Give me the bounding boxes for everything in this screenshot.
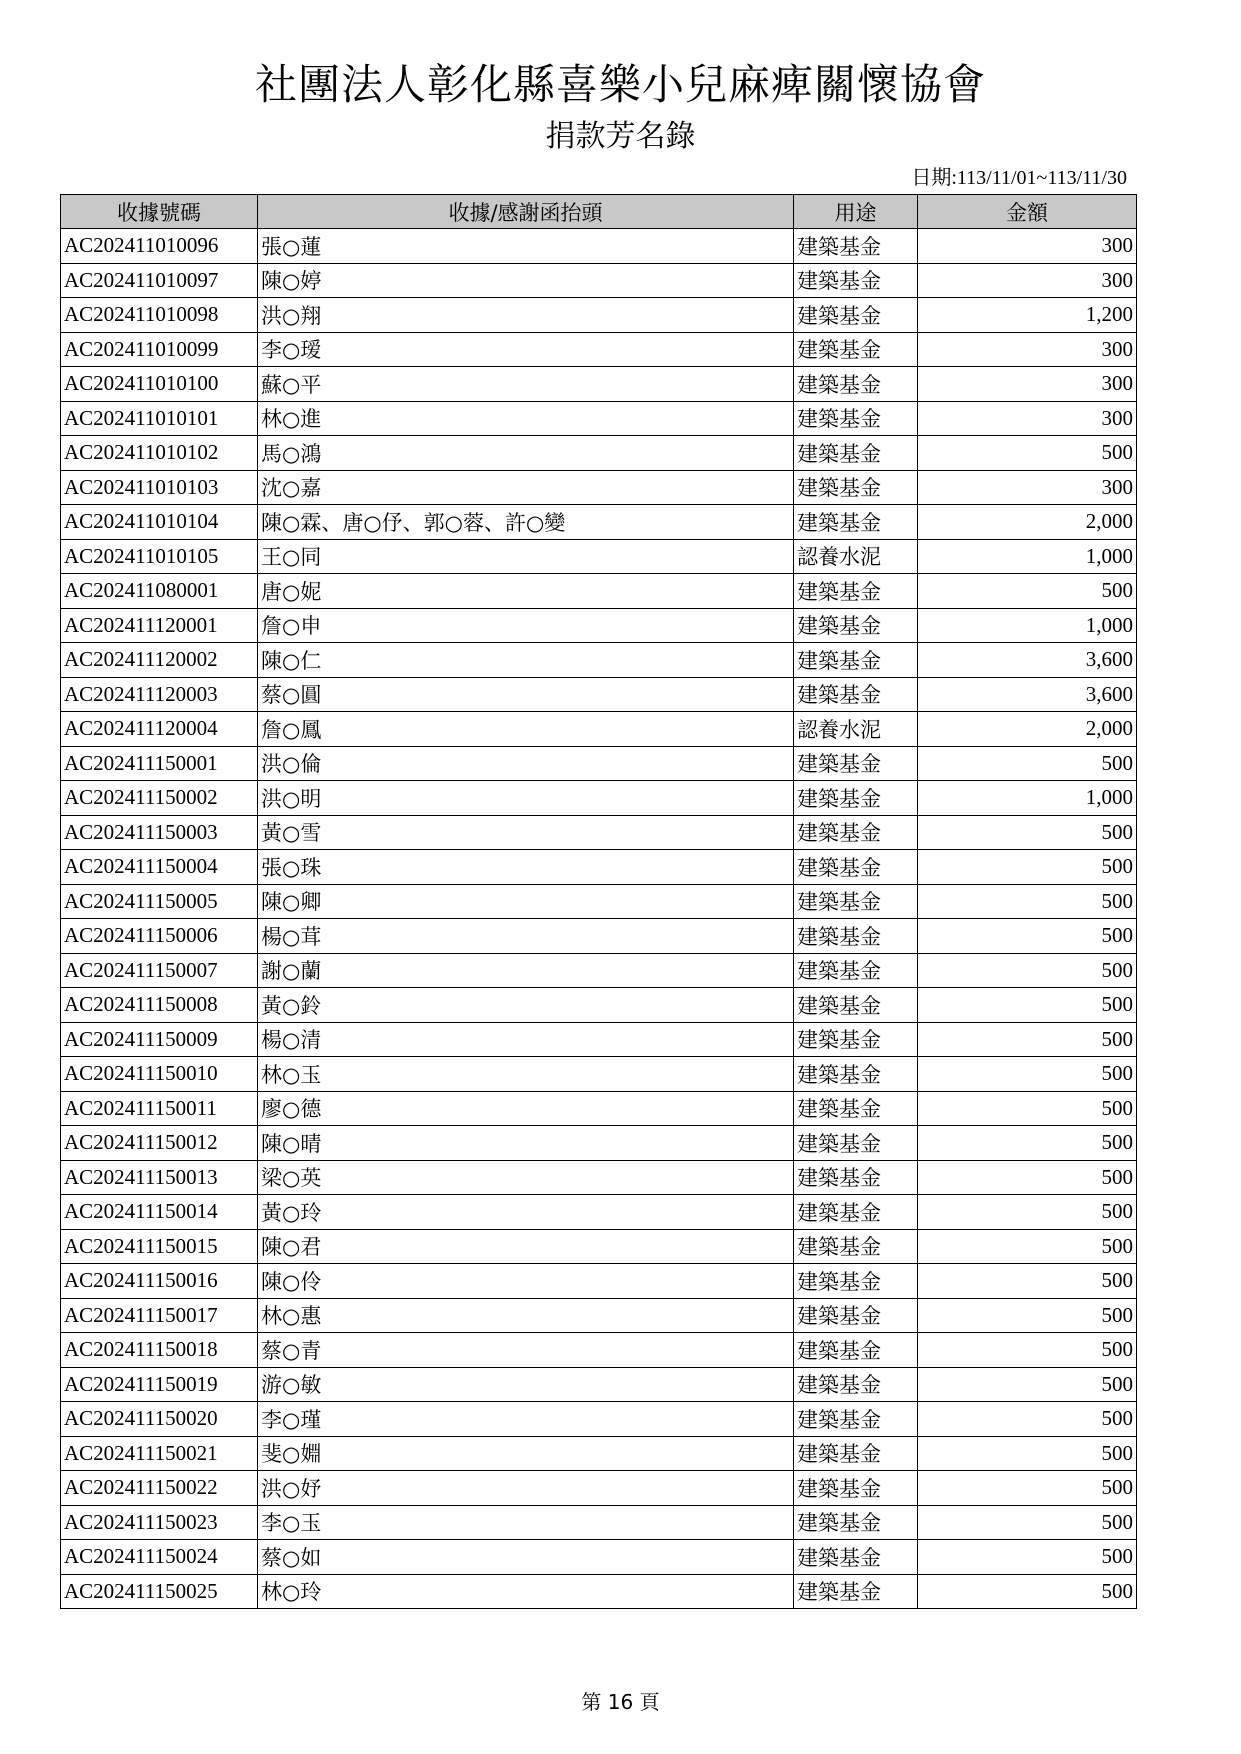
- recipient-cell: 黃○玲: [258, 1195, 794, 1230]
- purpose-cell: 建築基金: [794, 1298, 918, 1333]
- recipient-cell: 蔡○如: [258, 1540, 794, 1575]
- table-row: [61, 988, 1137, 1023]
- recipient-cell: 林○進: [258, 401, 794, 436]
- table-row: [61, 1505, 1137, 1540]
- receipt-number-cell: AC202411150019: [61, 1367, 258, 1402]
- amount-cell: 1,200: [918, 298, 1137, 333]
- table-row: [61, 229, 1137, 264]
- table-row: [61, 401, 1137, 436]
- header-receipt-number: 收據號碼: [61, 195, 258, 229]
- receipt-number-cell: AC202411150007: [61, 953, 258, 988]
- receipt-number-cell: AC202411120001: [61, 608, 258, 643]
- recipient-cell: 詹○鳳: [258, 712, 794, 747]
- receipt-number-cell: AC202411150015: [61, 1229, 258, 1264]
- receipt-number-cell: AC202411010104: [61, 505, 258, 540]
- amount-cell: 500: [918, 850, 1137, 885]
- receipt-number-cell: AC202411150009: [61, 1022, 258, 1057]
- table-row: [61, 1333, 1137, 1368]
- table-row: [61, 1402, 1137, 1437]
- recipient-cell: 詹○申: [258, 608, 794, 643]
- recipient-cell: 陳○婷: [258, 263, 794, 298]
- amount-cell: 500: [918, 1264, 1137, 1299]
- receipt-number-cell: AC202411150016: [61, 1264, 258, 1299]
- table-row: [61, 1126, 1137, 1161]
- date-range: 日期:113/11/01~113/11/30: [911, 167, 1127, 189]
- receipt-number-cell: AC202411010100: [61, 367, 258, 402]
- table-row: [61, 1540, 1137, 1575]
- donation-table: [60, 194, 1137, 1609]
- amount-cell: 500: [918, 1574, 1137, 1609]
- amount-cell: 3,600: [918, 643, 1137, 678]
- table-row: [61, 1471, 1137, 1506]
- table-row: [61, 919, 1137, 954]
- table-row: [61, 367, 1137, 402]
- amount-cell: 500: [918, 1298, 1137, 1333]
- recipient-cell: 陳○伶: [258, 1264, 794, 1299]
- table-row: [61, 1229, 1137, 1264]
- table-row: [61, 298, 1137, 333]
- purpose-cell: 建築基金: [794, 1471, 918, 1506]
- purpose-cell: 建築基金: [794, 470, 918, 505]
- receipt-number-cell: AC202411010096: [61, 229, 258, 264]
- table-row: [61, 1057, 1137, 1092]
- amount-cell: 500: [918, 1540, 1137, 1575]
- table-row: [61, 436, 1137, 471]
- receipt-number-cell: AC202411120002: [61, 643, 258, 678]
- receipt-number-cell: AC202411120003: [61, 677, 258, 712]
- recipient-cell: 馬○鴻: [258, 436, 794, 471]
- purpose-cell: 建築基金: [794, 1333, 918, 1368]
- amount-cell: 500: [918, 436, 1137, 471]
- purpose-cell: 建築基金: [794, 988, 918, 1023]
- purpose-cell: 建築基金: [794, 953, 918, 988]
- document-title: 社團法人彰化縣喜樂小兒麻痺關懷協會: [254, 60, 986, 109]
- purpose-cell: 建築基金: [794, 1367, 918, 1402]
- header-recipient: 收據/感謝函抬頭: [258, 195, 794, 229]
- amount-cell: 1,000: [918, 608, 1137, 643]
- amount-cell: 500: [918, 815, 1137, 850]
- receipt-number-cell: AC202411150002: [61, 781, 258, 816]
- amount-cell: 2,000: [918, 505, 1137, 540]
- table-row: [61, 1195, 1137, 1230]
- document-subtitle: 捐款芳名錄: [545, 119, 696, 154]
- purpose-cell: 建築基金: [794, 884, 918, 919]
- amount-cell: 500: [918, 1436, 1137, 1471]
- recipient-cell: 蘇○平: [258, 367, 794, 402]
- amount-cell: 2,000: [918, 712, 1137, 747]
- table-row: [61, 539, 1137, 574]
- receipt-number-cell: AC202411010105: [61, 539, 258, 574]
- recipient-cell: 李○瑾: [258, 1402, 794, 1437]
- purpose-cell: 建築基金: [794, 1436, 918, 1471]
- receipt-number-cell: AC202411150004: [61, 850, 258, 885]
- table-row: [61, 815, 1137, 850]
- purpose-cell: 建築基金: [794, 1057, 918, 1092]
- recipient-cell: 黃○鈴: [258, 988, 794, 1023]
- recipient-cell: 陳○君: [258, 1229, 794, 1264]
- amount-cell: 1,000: [918, 539, 1137, 574]
- receipt-number-cell: AC202411150001: [61, 746, 258, 781]
- table-row: [61, 608, 1137, 643]
- table-row: [61, 1022, 1137, 1057]
- recipient-cell: 洪○妤: [258, 1471, 794, 1506]
- recipient-cell: 林○惠: [258, 1298, 794, 1333]
- table-row: [61, 263, 1137, 298]
- table-row: [61, 574, 1137, 609]
- purpose-cell: 建築基金: [794, 332, 918, 367]
- receipt-number-cell: AC202411150014: [61, 1195, 258, 1230]
- receipt-number-cell: AC202411150008: [61, 988, 258, 1023]
- receipt-number-cell: AC202411150023: [61, 1505, 258, 1540]
- recipient-cell: 林○玲: [258, 1574, 794, 1609]
- amount-cell: 500: [918, 988, 1137, 1023]
- table-row: [61, 1091, 1137, 1126]
- amount-cell: 500: [918, 884, 1137, 919]
- receipt-number-cell: AC202411150010: [61, 1057, 258, 1092]
- recipient-cell: 黃○雪: [258, 815, 794, 850]
- recipient-cell: 王○同: [258, 539, 794, 574]
- receipt-number-cell: AC202411150005: [61, 884, 258, 919]
- recipient-cell: 梁○英: [258, 1160, 794, 1195]
- purpose-cell: 建築基金: [794, 815, 918, 850]
- recipient-cell: 謝○蘭: [258, 953, 794, 988]
- table-row: [61, 1436, 1137, 1471]
- purpose-cell: 建築基金: [794, 1126, 918, 1161]
- purpose-cell: 建築基金: [794, 1195, 918, 1230]
- receipt-number-cell: AC202411150011: [61, 1091, 258, 1126]
- table-body: [61, 229, 1137, 1609]
- recipient-cell: 沈○嘉: [258, 470, 794, 505]
- purpose-cell: 認養水泥: [794, 539, 918, 574]
- purpose-cell: 建築基金: [794, 1402, 918, 1437]
- header-amount: 金額: [918, 195, 1137, 229]
- amount-cell: 500: [918, 746, 1137, 781]
- receipt-number-cell: AC202411010099: [61, 332, 258, 367]
- amount-cell: 3,600: [918, 677, 1137, 712]
- table-row: [61, 953, 1137, 988]
- recipient-cell: 張○珠: [258, 850, 794, 885]
- receipt-number-cell: AC202411150013: [61, 1160, 258, 1195]
- amount-cell: 500: [918, 1126, 1137, 1161]
- receipt-number-cell: AC202411010101: [61, 401, 258, 436]
- recipient-cell: 陳○霖、唐○伃、郭○蓉、許○變: [258, 505, 794, 540]
- receipt-number-cell: AC202411150006: [61, 919, 258, 954]
- table-row: [61, 505, 1137, 540]
- receipt-number-cell: AC202411150022: [61, 1471, 258, 1506]
- receipt-number-cell: AC202411010097: [61, 263, 258, 298]
- header-purpose: 用途: [794, 195, 918, 229]
- table-row: [61, 332, 1137, 367]
- table-row: [61, 884, 1137, 919]
- amount-cell: 500: [918, 1471, 1137, 1506]
- recipient-cell: 游○敏: [258, 1367, 794, 1402]
- purpose-cell: 建築基金: [794, 263, 918, 298]
- recipient-cell: 林○玉: [258, 1057, 794, 1092]
- amount-cell: 500: [918, 1091, 1137, 1126]
- receipt-number-cell: AC202411010102: [61, 436, 258, 471]
- receipt-number-cell: AC202411150025: [61, 1574, 258, 1609]
- amount-cell: 300: [918, 470, 1137, 505]
- receipt-number-cell: AC202411150018: [61, 1333, 258, 1368]
- page-number: 第 16 頁: [581, 1690, 660, 1714]
- recipient-cell: 斐○婣: [258, 1436, 794, 1471]
- amount-cell: 500: [918, 1022, 1137, 1057]
- receipt-number-cell: AC202411150020: [61, 1402, 258, 1437]
- amount-cell: 500: [918, 574, 1137, 609]
- purpose-cell: 建築基金: [794, 919, 918, 954]
- table-row: [61, 1264, 1137, 1299]
- amount-cell: 500: [918, 1402, 1137, 1437]
- purpose-cell: 建築基金: [794, 1022, 918, 1057]
- amount-cell: 500: [918, 1195, 1137, 1230]
- recipient-cell: 李○玉: [258, 1505, 794, 1540]
- amount-cell: 500: [918, 1160, 1137, 1195]
- purpose-cell: 建築基金: [794, 677, 918, 712]
- purpose-cell: 建築基金: [794, 643, 918, 678]
- recipient-cell: 楊○清: [258, 1022, 794, 1057]
- receipt-number-cell: AC202411080001: [61, 574, 258, 609]
- purpose-cell: 建築基金: [794, 1229, 918, 1264]
- amount-cell: 300: [918, 401, 1137, 436]
- purpose-cell: 建築基金: [794, 229, 918, 264]
- table-row: [61, 1574, 1137, 1609]
- amount-cell: 300: [918, 332, 1137, 367]
- purpose-cell: 建築基金: [794, 574, 918, 609]
- purpose-cell: 建築基金: [794, 1540, 918, 1575]
- amount-cell: 500: [918, 1057, 1137, 1092]
- table-header-row: [61, 195, 1137, 229]
- purpose-cell: 建築基金: [794, 367, 918, 402]
- purpose-cell: 建築基金: [794, 1574, 918, 1609]
- recipient-cell: 陳○仁: [258, 643, 794, 678]
- amount-cell: 500: [918, 1505, 1137, 1540]
- purpose-cell: 建築基金: [794, 401, 918, 436]
- table-row: [61, 677, 1137, 712]
- purpose-cell: 建築基金: [794, 1505, 918, 1540]
- amount-cell: 500: [918, 953, 1137, 988]
- recipient-cell: 蔡○圓: [258, 677, 794, 712]
- recipient-cell: 李○瑷: [258, 332, 794, 367]
- table-row: [61, 643, 1137, 678]
- table-row: [61, 712, 1137, 747]
- purpose-cell: 建築基金: [794, 781, 918, 816]
- recipient-cell: 洪○明: [258, 781, 794, 816]
- receipt-number-cell: AC202411010098: [61, 298, 258, 333]
- receipt-number-cell: AC202411150021: [61, 1436, 258, 1471]
- table-row: [61, 1367, 1137, 1402]
- table-row: [61, 1160, 1137, 1195]
- recipient-cell: 陳○晴: [258, 1126, 794, 1161]
- amount-cell: 300: [918, 229, 1137, 264]
- amount-cell: 300: [918, 263, 1137, 298]
- purpose-cell: 建築基金: [794, 298, 918, 333]
- table-row: [61, 850, 1137, 885]
- receipt-number-cell: AC202411150024: [61, 1540, 258, 1575]
- recipient-cell: 蔡○青: [258, 1333, 794, 1368]
- table-row: [61, 1298, 1137, 1333]
- table-row: [61, 781, 1137, 816]
- amount-cell: 500: [918, 919, 1137, 954]
- purpose-cell: 認養水泥: [794, 712, 918, 747]
- receipt-number-cell: AC202411150012: [61, 1126, 258, 1161]
- receipt-number-cell: AC202411150003: [61, 815, 258, 850]
- recipient-cell: 唐○妮: [258, 574, 794, 609]
- purpose-cell: 建築基金: [794, 505, 918, 540]
- recipient-cell: 陳○卿: [258, 884, 794, 919]
- amount-cell: 500: [918, 1367, 1137, 1402]
- amount-cell: 300: [918, 367, 1137, 402]
- receipt-number-cell: AC202411150017: [61, 1298, 258, 1333]
- recipient-cell: 廖○德: [258, 1091, 794, 1126]
- purpose-cell: 建築基金: [794, 608, 918, 643]
- recipient-cell: 洪○倫: [258, 746, 794, 781]
- receipt-number-cell: AC202411010103: [61, 470, 258, 505]
- purpose-cell: 建築基金: [794, 1160, 918, 1195]
- recipient-cell: 楊○茸: [258, 919, 794, 954]
- purpose-cell: 建築基金: [794, 746, 918, 781]
- purpose-cell: 建築基金: [794, 850, 918, 885]
- purpose-cell: 建築基金: [794, 1264, 918, 1299]
- table-row: [61, 470, 1137, 505]
- table-row: [61, 746, 1137, 781]
- purpose-cell: 建築基金: [794, 1091, 918, 1126]
- purpose-cell: 建築基金: [794, 436, 918, 471]
- amount-cell: 1,000: [918, 781, 1137, 816]
- recipient-cell: 張○蓮: [258, 229, 794, 264]
- recipient-cell: 洪○翔: [258, 298, 794, 333]
- receipt-number-cell: AC202411120004: [61, 712, 258, 747]
- amount-cell: 500: [918, 1229, 1137, 1264]
- amount-cell: 500: [918, 1333, 1137, 1368]
